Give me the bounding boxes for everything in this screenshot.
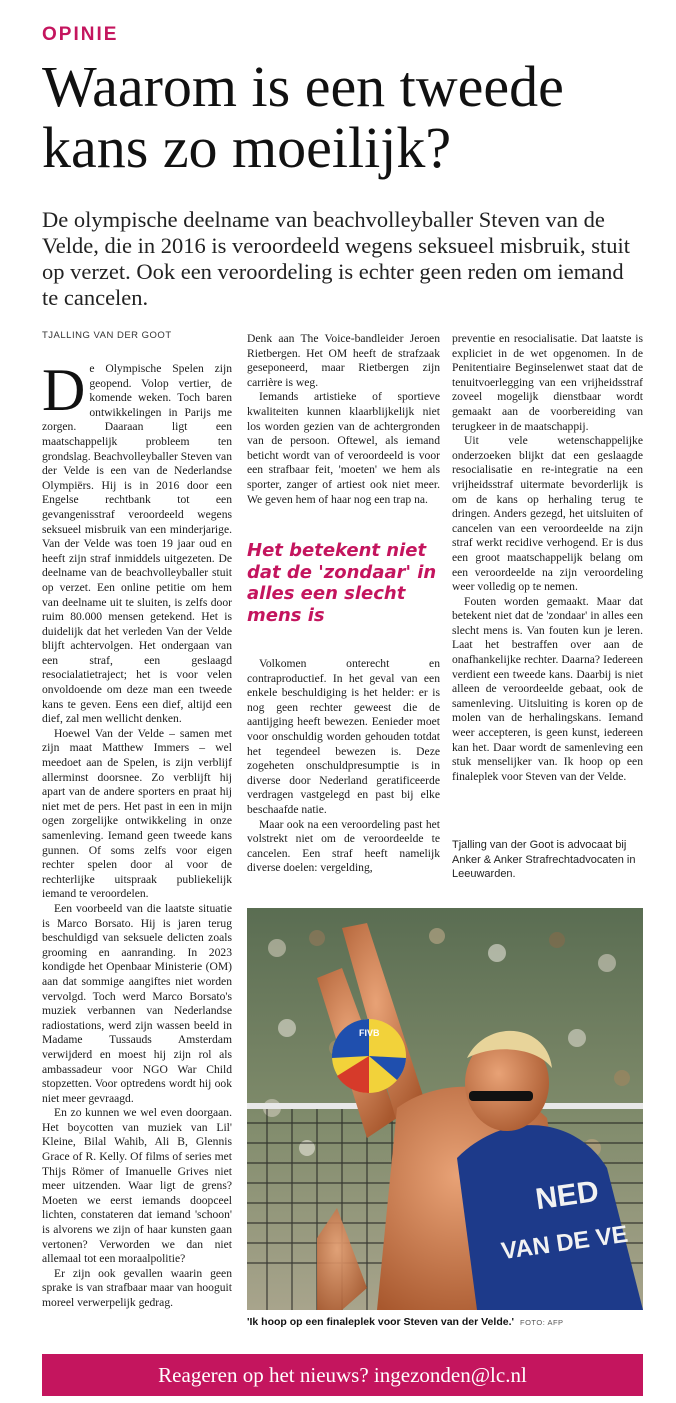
pull-quote: Het betekent niet dat de 'zondaar' in alles een slecht mens is: [247, 540, 437, 626]
paragraph: Fouten worden gemaakt. Maar dat betekent niet dat de 'zondaar' in alles een slecht mens is. Van fouten kun je leren. Laat het bestraffen over aan de onafhankelijke rechter. Daarna? Iedereen verdient een tweede kans. Daarbij is niet alleen de veroordeelde gebaat, ook de samenleving. Uitsluiting is koren op de molen van de herhalingskans. Iemand weer accepteren, is geen kunst, iedereen kan het. Daar wordt de samenleving een stuk menselijker van. Ik hoop op een finaleplek voor Steven van der Velde.: [452, 594, 643, 783]
paragraph: Een voorbeeld van die laatste situatie is Marco Borsato. Hij is jaren terug beschuldigd van seksuele delicten zoals grooming en aanranding. In 2023 kondigde het Openbaar Ministerie (OM) aan dat sommige aangiftes niet worden vervolgd. Toch werd Marco Borsato's muziek verbannen van Nederlandse radiostations, werd zijn wassen beeld in Madame Tussauds Amsterdam verwijderd en moest hij zijn rol als ambassadeur voor NGO War Child stopzetten. Voor optredens wordt hij ook niet meer gevraagd.: [42, 901, 232, 1105]
paragraph: Volkomen onterecht en contraproductief. In het geval van een enkele beschuldiging is het helder: er is nog geen rechter geweest die de aantijging heeft bewezen. Eenieder moet voor onschuldig worden gehouden totdat het tegendeel bewezen is. Deze zogeheten onschuldpresumptie is in diverse door Nederland geratificeerde verdragen vastgelegd en past bij elke beschaafde natie.: [247, 657, 440, 816]
headline: Waarom is een tweede kans zo moeilijk?: [42, 54, 564, 180]
shirt-text-1: NED: [533, 1174, 601, 1217]
intro: De olympische deelname van beachvolleyballer Steven van de Velde, die in 2016 is veroordeeld wegens seksueel misbruik, stuit op verzet. Ook een veroordeling is echter geen reden om iemand te cancelen.: [42, 207, 631, 310]
paragraph: Hoewel Van der Velde – samen met zijn maat Matthew Immers – wel meedoet aan de Spelen, is zijn verblijf allerminst doorsnee. Zo verblijft hij apart van de andere sporters en praat hij niet met de pers. Het past in een in mijn ogen zorgelijke ontwikkeling in onze samenleving. Iemand geen tweede kans gunnen. Of soms zelfs voor eigen rechter spelen door al voor de rechterlijke uitspraak publiekelijk iemand te veroordelen.: [42, 726, 232, 901]
paragraph: Iemands artistieke of sportieve kwaliteiten kunnen klaarblijkelijk niet los worden gezien van de achtergronden van de persoon. Oftewel, als iemand beticht wordt van of veroordeeld is voor een strafbaar feit, 'moeten' we hem als sporter, zanger of artiest ook niet meer. We geven hem of haar nog een trap na.: [247, 390, 440, 506]
paragraph: En zo kunnen we wel even doorgaan. Het boycotten van muziek van Lil' Kleine, Bilal Wahib, Ali B, Glennis Grace of R. Kelly. Of films of series met Thijs Römer of Imanuelle Grives niet meer uitzenden. Waar ligt de grens? Moeten we eerst iemands doopceel lichten, constateren dat iemand 'schoon' is alvorens we zijn of haar kunsten gaan vertonen? Verworden we dan niet allemaal tot een moraalpolitie?: [42, 1106, 232, 1266]
paragraph: Uit vele wetenschappelijke onderzoeken blijkt dat een geslaagde resocialisatie en re-integratie na een vrijheidsstraf uitermate bevorderlijk is om de kans op herhaling terug te dringen. Anders gezegd, het uitsluiten of cancelen van een veroordeelde na zijn straf werkt recidive verhogend. Er is dus een groot maatschappelijk belang om een veroordeelde na zijn veroordeling weer volledig op te nemen.: [452, 434, 643, 594]
author-note: Tjalling van der Goot is advocaat bij Anker & Anker Strafrechtadvocaten in Leeuwarden.: [452, 839, 636, 880]
photo-caption: 'Ik hoop op een finaleplek voor Steven van der Velde.' FOTO: AFP: [247, 1316, 564, 1328]
column-2-continued: [247, 657, 440, 876]
byline: TJALLING VAN DER GOOT: [42, 330, 172, 341]
paragraph: De Olympische Spelen zijn geopend. Volop vertier, de komende weken. Toch baren ontwikkelingen in Parijs me zorgen. Daaraan ligt een maatschappelijk probleem ten grondslag. Beachvolleyballer Steven van der Velde is een van de Nederlandse Olympiërs. Hij is in 2016 door een Engelse rechtbank tot een gevangenisstraf veroordeeld wegens seksueel misbruik van een minderjarige. Van der Velde was toen 19 jaar oud en heeft zijn straf inmiddels uitgezeten. De deelname van de beachvolleyballer stuit op verzet. Een online petitie om hem van deelname uit te sluiten, is zelfs door ruim 80.000 mensen getekend. Het is duidelijk dat het verleden Van der Velde blijft achtervolgen. Het ondergaan van een straf, een geslaagd resocialatietraject; het is voor velen onvoldoende om deze man een tweede kans te geven. Eens een dief, altijd een dief, zal men wellicht denken.: [42, 357, 232, 726]
paragraph: Er zijn ook gevallen waarin geen sprake is van strafbaar maar van hooguit moreel verwerpelijk gedrag.: [42, 1266, 232, 1309]
beachvolleyball-photo: [247, 908, 643, 1310]
paragraph: Maar ook na een veroordeling past het volstrekt niet om de veroordeelde te cancelen. Een straf heeft namelijk diverse doelen: vergelding,: [247, 817, 440, 875]
column-1: [42, 357, 232, 1311]
photo-credit: FOTO: AFP: [520, 1318, 564, 1327]
shirt-text-2: VAN DE VE: [499, 1220, 630, 1266]
article-photo: [247, 908, 643, 1310]
paragraph: Denk aan The Voice-bandleider Jeroen Rietbergen. Het OM heeft de strafzaak geseponeerd, maar Rietbergen zijn carrière is weg.: [247, 332, 440, 389]
section-label: OPINIE: [42, 24, 119, 45]
ball-text: FIVB: [359, 1028, 380, 1038]
paragraph: preventie en resocialisatie. Dat laatste is expliciet in de wet opgenomen. In de Penitentiaire Beginselenwet staat dat de tenuitvoerlegging van een vrijheidsstraf zoveel mogelijk dienstbaar wordt gemaakt aan de voorbereiding van terugkeer in de maatschappij.: [452, 332, 643, 433]
drop-cap: D: [42, 357, 86, 423]
feedback-banner[interactable]: Reageren op het nieuws? ingezonden@lc.nl: [42, 1354, 643, 1396]
column-2: [247, 332, 440, 507]
column-3: [452, 332, 643, 784]
